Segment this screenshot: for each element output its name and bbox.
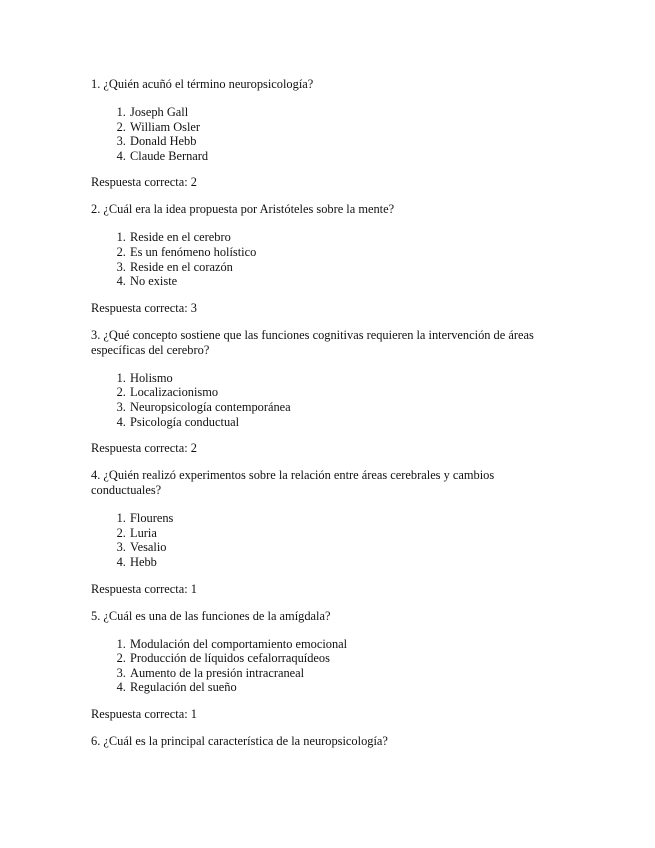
question-text: 1. ¿Quién acuñó el término neuropsicología? xyxy=(91,77,314,91)
options-list xyxy=(91,371,566,429)
option-item: 3. Aumento de la presión intracraneal xyxy=(129,666,566,681)
correct-answer xyxy=(91,707,566,722)
answer-label: Respuesta correcta: xyxy=(91,581,188,596)
answer-value: 3 xyxy=(190,300,197,315)
question-text-6: 6. ¿Cuál es la principal característica de la neuropsicología? xyxy=(91,733,388,748)
answer-value: 2 xyxy=(190,175,197,190)
option-item: 4. Psicología conductual xyxy=(129,415,566,430)
question-block-1 xyxy=(91,77,566,190)
question-text: 2. ¿Cuál era la idea propuesta por Aristóteles sobre la mente? xyxy=(91,202,395,217)
option-item: 4. No existe xyxy=(129,274,566,289)
question-text: 4. ¿Quién realizó experimentos sobre la relación entre áreas cerebrales y cambios conductuales? xyxy=(91,468,495,498)
question-block-3 xyxy=(91,328,566,456)
option-item: 3. Vesalio xyxy=(129,540,566,555)
options-list xyxy=(91,105,566,163)
option-item: 4. Hebb xyxy=(129,555,566,570)
answer-label: Respuesta correcta: xyxy=(91,441,188,456)
answer-value: 1 xyxy=(190,706,197,721)
option-item: 2. Producción de líquidos cefalorraquídeos xyxy=(129,651,566,666)
option-item: 1. Holismo xyxy=(129,371,566,386)
option-item: 3. Donald Hebb xyxy=(129,134,566,149)
option-item: 2. Es un fenómeno holístico xyxy=(129,245,566,260)
option-item: 3. Neuropsicología contemporánea xyxy=(129,400,566,415)
options-list xyxy=(91,511,566,569)
option-item: 2. Luria xyxy=(129,526,566,541)
answer-label: Respuesta correcta: xyxy=(91,175,188,190)
correct-answer xyxy=(91,582,566,597)
answer-label: Respuesta correcta: xyxy=(91,300,188,315)
option-item: 1. Joseph Gall xyxy=(129,105,566,120)
option-item: 2. William Osler xyxy=(129,120,566,135)
document-page xyxy=(91,77,566,762)
option-item: 2. Localizacionismo xyxy=(129,385,566,400)
question-text: 3. ¿Qué concepto sostiene que las funciones cognitivas requieren la intervención de áreas específicas del cerebro? xyxy=(91,327,534,357)
correct-answer xyxy=(91,441,566,456)
option-item: 4. Claude Bernard xyxy=(129,149,566,164)
option-item: 4. Regulación del sueño xyxy=(129,680,566,695)
answer-value: 1 xyxy=(190,581,197,596)
question-block-2 xyxy=(91,202,566,315)
correct-answer xyxy=(91,301,566,316)
correct-answer xyxy=(91,175,566,190)
question-block-5 xyxy=(91,609,566,722)
answer-value: 2 xyxy=(190,441,197,456)
option-item: 1. Flourens xyxy=(129,511,566,526)
question-block-4 xyxy=(91,468,566,596)
option-item: 3. Reside en el corazón xyxy=(129,260,566,275)
option-item: 1. Modulación del comportamiento emocional xyxy=(129,637,566,652)
option-item: 1. Reside en el cerebro xyxy=(129,230,566,245)
question-text: 5. ¿Cuál es una de las funciones de la amígdala? xyxy=(91,608,331,623)
options-list xyxy=(91,637,566,695)
options-list xyxy=(91,230,566,288)
answer-label: Respuesta correcta: xyxy=(91,706,188,721)
